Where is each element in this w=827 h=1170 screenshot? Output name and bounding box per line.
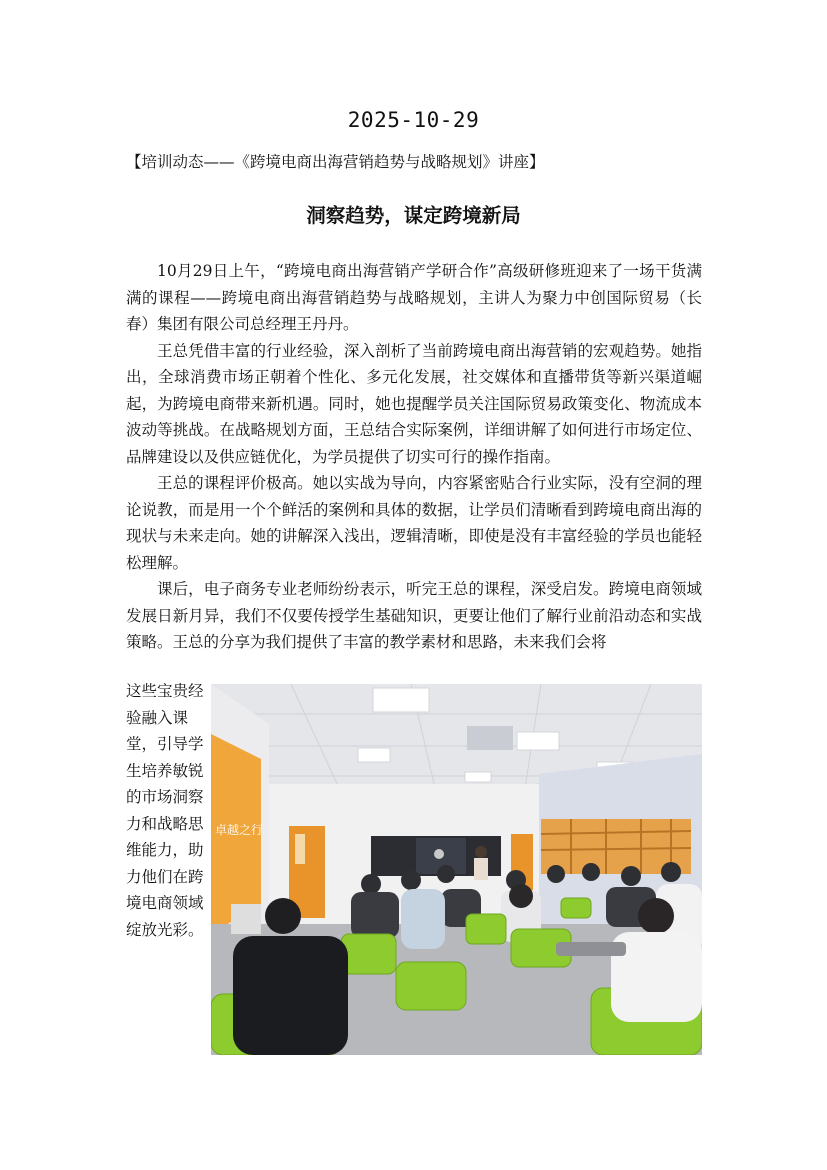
paragraph-4-continuation: 这些宝贵经验融入课堂，引导学生培养敏锐的市场洞察力和战略思维能力，助力他们在跨境电商领域绽放光彩。 xyxy=(126,682,204,939)
paragraph-3: 王总的课程评价极高。她以实战为导向，内容紧密贴合行业实际，没有空洞的理论说教，而是用一个个鲜活的案例和具体的数据，让学员们清晰看到跨境电商出海的现状与未来走向。她的讲解深入浅出，逻辑清晰，即使是没有丰富经验的学员也能轻松理解。 xyxy=(126,474,702,572)
paragraph-2: 王总凭借丰富的行业经验，深入剖析了当前跨境电商出海营销的宏观趋势。她指出，全球消费市场正朝着个性化、多元化发展，社交媒体和直播带货等新兴渠道崛起，为跨境电商带来新机遇。同时，她也提醒学员关注国际贸易政策变化、物流成本波动等挑战。在战略规划方面，王总结合实际案例，详细讲解了如何进行市场定位、品牌建设以及供应链优化，为学员提供了切实可行的操作指南。 xyxy=(126,341,702,466)
wall-sign-text: 卓越之行 xyxy=(215,823,264,837)
classroom-photo xyxy=(211,684,702,1055)
article-headline: 洞察趋势，谋定跨境新局 xyxy=(306,204,521,227)
article-category-tag: 【培训动态——《跨境电商出海营销趋势与战略规划》讲座】 xyxy=(126,153,545,171)
paragraph-1: 10月29日上午，“跨境电商出海营销产学研合作”高级研修班迎来了一场干货满满的课程——跨境电商出海营销趋势与战略规划，主讲人为聚力中创国际贸易（长春）集团有限公司总经理王丹丹。 xyxy=(126,262,702,333)
article-body xyxy=(126,258,702,656)
paragraph-4: 课后，电子商务专业老师纷纷表示，听完王总的课程，深受启发。跨境电商领域发展日新月异，我们不仅要传授学生基础知识，更要让他们了解行业前沿动态和实战策略。王总的分享为我们提供了丰富的教学素材和思路，未来我们会将 xyxy=(126,580,702,651)
article-date: 2025-10-29 xyxy=(347,108,480,132)
